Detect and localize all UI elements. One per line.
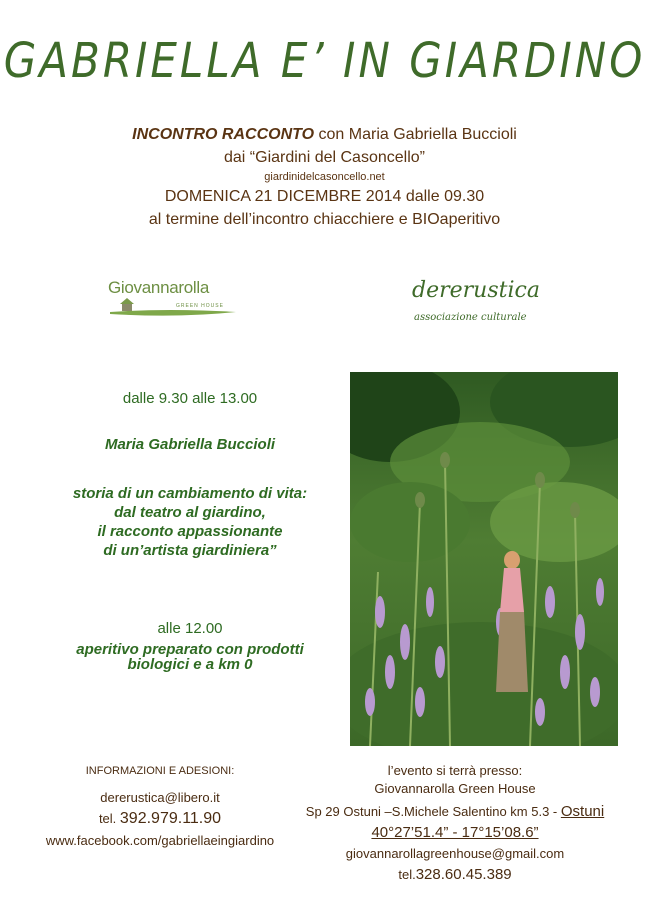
intro-date: DOMENICA 21 DICEMBRE 2014 dalle 09.30 <box>164 188 485 205</box>
info-phone-prefix: tel. <box>98 811 120 826</box>
venue-email[interactable]: giovannarollagreenhouse@gmail.com <box>345 846 565 861</box>
description-line: dal teatro al giardino, <box>114 504 266 521</box>
intro-line-from: dai “Giardini del Casoncello” <box>224 149 425 166</box>
aperitivo-line: biologici e a km 0 <box>127 656 253 673</box>
venue-name: Giovannarolla Green House <box>374 781 536 796</box>
program-time-start: dalle 9.30 alle 13.00 <box>122 390 258 407</box>
event-with: con Maria Gabriella Buccioli <box>314 126 517 143</box>
venue-address <box>300 803 610 820</box>
dererustica-logo-sub: associazione culturale <box>414 312 527 323</box>
intro-website[interactable]: giardinidelcasoncello.net <box>264 171 385 183</box>
program-description <box>30 484 350 560</box>
giovannarolla-logo-sub: GREEN HOUSE <box>176 303 224 309</box>
aperitivo-line: aperitivo preparato con prodotti <box>76 641 304 658</box>
poster-title: GABRIELLA E’ IN GIARDINO <box>3 32 646 89</box>
venue-phone <box>300 866 610 883</box>
info-facebook[interactable]: www.facebook.com/gabriellaeingiardino <box>45 833 275 848</box>
venue-phone-number[interactable]: 328.60.45.389 <box>415 866 512 883</box>
garden-photo <box>350 372 618 746</box>
giovannarolla-logo-name: Giovannarolla <box>108 278 209 297</box>
dererustica-logo-name: dererustica <box>412 278 540 303</box>
venue-city-link[interactable]: Ostuni <box>560 803 605 820</box>
giovannarolla-logo <box>108 278 243 318</box>
dererustica-logo <box>404 278 554 328</box>
logo-swoosh-icon <box>108 278 243 318</box>
venue-phone-prefix: tel. <box>398 867 416 882</box>
venue-address-text: Sp 29 Ostuni –S.Michele Salentino km 5.3 - <box>305 804 561 819</box>
description-line: storia di un cambiamento di vita: <box>72 485 308 502</box>
info-heading: INFORMAZIONI E ADESIONI: <box>85 765 235 777</box>
info-phone-number[interactable]: 392.979.11.90 <box>119 810 222 827</box>
venue-intro: l’evento si terrà presso: <box>387 763 523 778</box>
program-speaker: Maria Gabriella Buccioli <box>104 436 276 453</box>
description-line: il racconto appassionante <box>97 523 283 540</box>
info-phone <box>30 810 290 828</box>
event-type: INCONTRO RACCONTO <box>132 126 315 143</box>
program-time-aperitivo: alle 12.00 <box>157 620 223 637</box>
program-aperitivo <box>30 642 350 672</box>
info-email[interactable]: dererustica@libero.it <box>100 790 220 805</box>
intro-closing: al termine dell’incontro chiacchiere e BIOaperitivo <box>148 211 501 228</box>
description-line: di un’artista giardiniera” <box>103 542 277 559</box>
intro-line-event <box>0 126 649 144</box>
venue-coords-link[interactable]: 40°27’51.4” - 17°15’08.6” <box>371 824 539 841</box>
